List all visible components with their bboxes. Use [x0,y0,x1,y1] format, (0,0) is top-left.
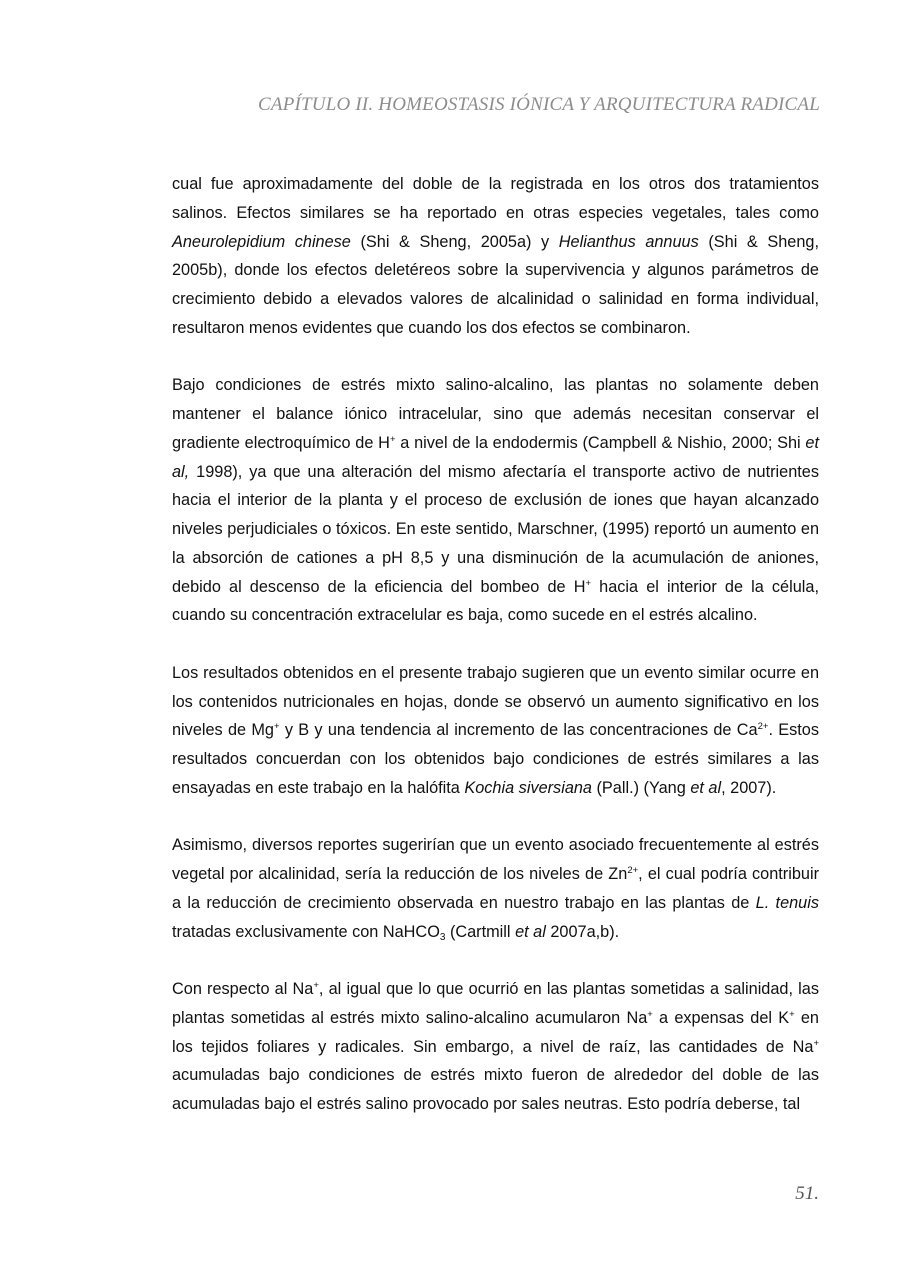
superscript: + [813,1037,819,1049]
text-run: . Estos resultados concuerdan con los obtenidos bajo condiciones de estrés similares a las ensayadas en este trabajo en la halófita [172,721,819,797]
text-run: Bajo condiciones de estrés mixto salino-alcalino, las plantas no solamente deben mantener el balance iónico intracelular, sino que además necesitan conservar el gradiente electroquímico de H [172,376,819,452]
text-run: a expensas del K [652,1008,790,1027]
paragraph-1 [172,170,819,343]
text-run: en los tejidos foliares y radicales. Sin embargo, a nivel de raíz, las cantidades de Na [172,1008,819,1056]
superscript: + [274,721,280,733]
text-run: Asimismo, diversos reportes sugerirían que un evento asociado frecuentemente al estrés vegetal por alcalinidad, sería la reducción de los niveles de Zn [172,836,819,883]
species-name: Kochia siversiana [464,778,592,797]
superscript: 2+ [627,865,639,876]
text-run: hacia el interior de la célula, cuando su concentración extracelular es baja, como sucede en el estrés alcalino. [172,577,819,625]
superscript: + [389,433,396,445]
page-number: 51. [795,1183,819,1204]
text-run: , al igual que lo que ocurrió en las plantas sometidas a salinidad, las plantas sometidas al estrés mixto salino-alcalino acumularon Na [172,980,819,1027]
text-run: (Shi & Sheng, 2005b), donde los efectos deletéreos sobre la supervivencia y algunos parámetros de crecimiento debido a elevados valores de alcalinidad o salinidad en forma individual, resultaron menos evidentes que cuando los dos efectos se combinaron. [172,232,819,337]
text-run: , 2007). [721,778,777,797]
text-run: a nivel de la endodermis (Campbell & Nishio, 2000; Shi [395,433,806,452]
text-run: cual fue aproximadamente del doble de la registrada en los otros dos tratamientos salinos. Efectos similares se ha reportado en otras especies vegetales, tales como [172,175,819,222]
text-run: (Shi & Sheng, 2005a) y [350,232,559,251]
subscript: 3 [439,931,446,943]
superscript: + [789,1008,795,1020]
superscript: + [647,1008,653,1020]
paragraph-2 [172,371,819,630]
paragraph-5 [172,975,819,1119]
text-run: tratadas exclusivamente con NaHCO [172,922,440,941]
superscript: + [585,577,592,589]
paragraph-4 [172,831,819,946]
superscript: 2+ [757,721,769,733]
species-name: Aneurolepidium chinese [172,232,351,251]
chapter-header: CAPÍTULO II. HOMEOSTASIS IÓNICA Y ARQUITECTURA RADICAL [258,94,820,115]
text-run: 1998), ya que una alteración del mismo afectaría el transporte activo de nutrientes hacia el interior de la planta y el proceso de exclusión de iones que hayan alcanzado niveles perjudiciales o tóxicos. En este sentido, Marschner, (1995) reportó un aumento en la absorción de cationes a pH 8,5 y una disminución de la acumulación de aniones, debido al descenso de la eficiencia del bombeo de H [172,462,819,596]
text-run: 2007a,b). [545,922,620,941]
et-al: et al [515,922,546,941]
text-run: , el cual podría contribuir a la reducción de crecimiento observada en nuestro trabajo en las plantas de [172,865,819,912]
species-name: L. tenuis [755,893,819,912]
species-name: Helianthus annuus [558,232,699,251]
text-run: Los resultados obtenidos en el presente trabajo sugieren que un evento similar ocurre en los contenidos nutricionales en hojas, donde se observó un aumento significativo en los niveles de Mg [172,663,819,740]
text-run: (Cartmill [445,922,516,941]
paragraph-3 [172,659,819,803]
text-run: acumuladas bajo condiciones de estrés mixto fueron de alrededor del doble de las acumuladas bajo el estrés salino provocado por sales neutras. Esto podría deberse, tal [172,1066,819,1113]
superscript: + [313,980,319,991]
et-al: et al, [172,433,819,481]
text-run: y B y una tendencia al incremento de las concentraciones de Ca [279,721,758,740]
body-text [172,170,819,1119]
text-run: Con respecto al Na [172,980,314,998]
et-al: et al [690,778,722,797]
text-run: (Pall.) (Yang [591,778,691,797]
